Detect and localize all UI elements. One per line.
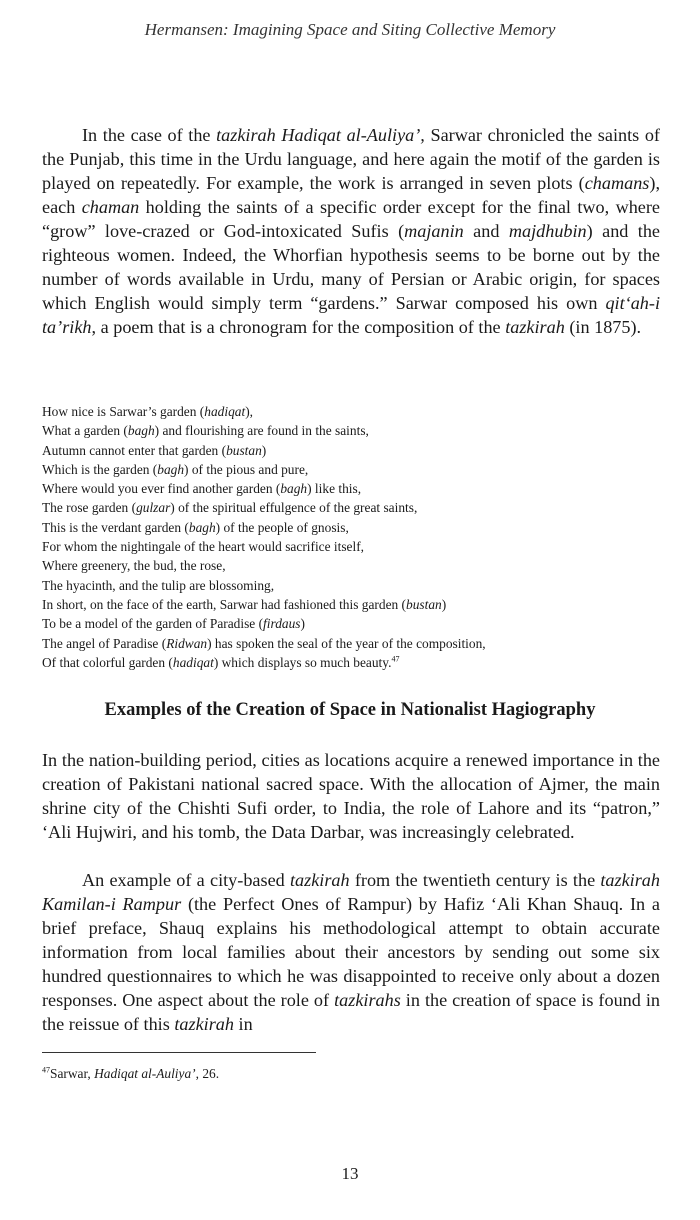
text-run: ) has spoken the seal of the year of the composition, — [207, 635, 486, 651]
verse-line — [42, 634, 660, 653]
text-run: For whom the nightingale of the heart would sacrifice itself, — [42, 539, 365, 555]
text-run: Autumn cannot enter that garden ( — [42, 442, 227, 458]
italic-term: tazkirah — [505, 317, 565, 337]
text-run: The angel of Paradise ( — [42, 635, 167, 651]
text-run: ), — [245, 404, 253, 419]
italic-term: chamans — [584, 173, 650, 193]
verse-line — [42, 479, 660, 498]
verse-line — [42, 421, 660, 440]
text-run: ) of the spiritual effulgence of the great saints, — [170, 500, 418, 516]
text-run: ) — [300, 616, 305, 632]
italic-term: firdaus — [263, 616, 301, 632]
italic-term: hadiqat — [204, 404, 246, 419]
running-head: Hermansen: Imagining Space and Siting Collective Memory — [144, 20, 556, 39]
section-heading: Examples of the Creation of Space in Nationalist Hagiography — [104, 700, 596, 720]
text-run: holding the saints of a specific order except for the final two, where “grow” love-crazed or God-intoxicated Sufis ( — [42, 197, 660, 241]
verse-line — [42, 556, 660, 575]
body-paragraph-2 — [42, 748, 660, 844]
verse-line — [42, 402, 660, 421]
text-run: , a poem that is a chronogram for the composition of the — [91, 317, 506, 337]
text-run: in — [233, 1014, 253, 1034]
italic-term: tazkirah — [174, 1014, 234, 1034]
footnote-number: 47 — [42, 1065, 50, 1075]
body-paragraph-3 — [42, 868, 660, 1036]
italic-term: hadiqat — [172, 654, 214, 670]
italic-term: qit‘ah-i ta’rikh — [42, 293, 660, 337]
text-run: in the creation of space is found in the reissue of this — [42, 990, 661, 1034]
italic-term: bagh — [188, 519, 216, 535]
text-run: This is the verdant garden ( — [42, 519, 189, 535]
page-number: 13 — [341, 1164, 359, 1183]
italic-term: chaman — [81, 197, 140, 217]
text-run: Of that colorful garden ( — [42, 654, 173, 670]
text-run: Where greenery, the bud, the rose, — [42, 558, 226, 574]
text-run: ) of the pious and pure, — [184, 461, 309, 477]
italic-term: bustan — [406, 596, 442, 612]
italic-term: majanin — [404, 221, 464, 241]
verse-line — [42, 595, 660, 614]
verse-line — [42, 460, 660, 479]
footnote-reference: 47 — [391, 654, 400, 664]
italic-term: gulzar — [136, 500, 171, 516]
verse-line — [42, 614, 660, 633]
verse-line — [42, 498, 660, 517]
italic-term: tazkirah Hadiqat al-Auliya’, — [216, 125, 425, 145]
text-run: ) which displays so much beauty. — [213, 654, 392, 670]
text-run: ) of the people of gnosis, — [215, 519, 349, 535]
text-run: ) and flourishing are found in the saints, — [154, 423, 369, 439]
body-paragraph-1 — [42, 123, 660, 339]
text-run: ) — [441, 596, 447, 612]
italic-term: bagh — [157, 461, 185, 477]
italic-term: tazkirah — [289, 870, 350, 890]
text-run: and — [463, 221, 509, 241]
italic-term: bagh — [127, 423, 155, 439]
verse-line — [42, 518, 660, 537]
text-run: ) — [261, 442, 267, 458]
footnote-rest: , 26. — [195, 1066, 220, 1081]
text-run: How nice is Sarwar’s garden ( — [42, 404, 205, 419]
text-run: In the case of the — [82, 125, 217, 145]
verse-line — [42, 537, 660, 556]
footnote-rule — [42, 1052, 316, 1053]
text-run: ) and the righteous women. Indeed, the Whorfian hypothesis seems to be borne out by the number of words available in Urdu, many of Persian or Arabic origin, for spaces which English would simply term “gardens.” Sarwar composed his own — [42, 221, 660, 313]
text-run: Which is the garden ( — [42, 461, 158, 477]
text-run: In the nation-building period, cities as locations acquire a renewed importance in the creation of Pakistani national sacred space. With the allocation of Ajmer, the main shrine city of the Chishti Sufi order, to India, the role of Lahore and its “patron,” ‘Ali Hujwiri, and his tomb, the Data Darbar, was increasingly celebrated. — [42, 750, 660, 842]
text-run: ), each — [42, 173, 660, 217]
verse-block — [42, 402, 660, 672]
text-run: The rose garden ( — [42, 500, 137, 516]
text-run: ) like this, — [307, 481, 362, 497]
italic-term: majdhubin — [508, 221, 587, 241]
text-run: (the Perfect Ones of Rampur) by Hafiz ‘Ali Khan Shauq. In a brief preface, Shauq explains his methodological attempt to obtain accurate information from local families about their ancestors by sending out some six hundred questionnaires to which he was disappointed to receive only about a dozen responses. One aspect about the role of — [42, 894, 660, 1010]
text-run: To be a model of the garden of Paradise ( — [42, 616, 264, 632]
text-run: Where would you ever find another garden ( — [42, 481, 281, 497]
text-run: (in 1875). — [564, 317, 642, 337]
text-run: from the twentieth century is the — [349, 870, 601, 890]
text-run: Sarwar chronicled the saints of the Punjab, this time in the Urdu language, and here again the motif of the garden is played on repeatedly. For example, the work is arranged in seven plots ( — [42, 125, 660, 193]
italic-term: tazkirah Kamilan-i Rampur — [42, 870, 660, 914]
verse-line — [42, 576, 660, 595]
verse-line — [42, 653, 660, 672]
italic-term: Ridwan — [166, 635, 208, 651]
italic-term: tazkirahs — [334, 990, 401, 1010]
footnote-author: Sarwar, — [50, 1066, 95, 1081]
footnote-title: Hadiqat al-Auliya’ — [94, 1066, 196, 1081]
italic-term: bustan — [226, 442, 262, 458]
text-run: What a garden ( — [42, 423, 128, 439]
text-run: An example of a city-based — [82, 870, 290, 890]
text-run: The hyacinth, and the tulip are blossoming, — [42, 577, 275, 593]
footnote — [42, 1066, 219, 1082]
italic-term: bagh — [280, 481, 308, 497]
verse-line — [42, 441, 660, 460]
text-run: In short, on the face of the earth, Sarwar had fashioned this garden ( — [42, 596, 407, 612]
